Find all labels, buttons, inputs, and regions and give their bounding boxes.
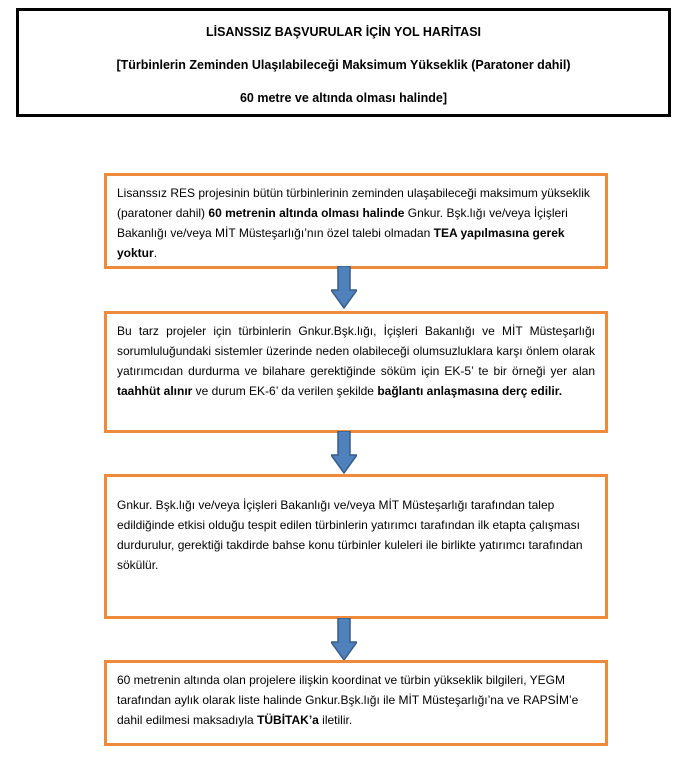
step-box-1 xyxy=(104,173,608,269)
body-text: Gnkur. Bşk.lığı ve/veya İçişleri Bakanlığı ve/veya MİT Müsteşarlığı’nın özel talebi olmadan xyxy=(117,206,568,240)
step-box-2 xyxy=(104,311,608,433)
emphasis-text: TÜBİTAK’a xyxy=(257,713,319,727)
title-box xyxy=(16,8,671,117)
title-line-1: LİSANSSIZ BAŞVURULAR İÇİN YOL HARİTASI xyxy=(205,25,482,39)
title-line-3: 60 metre ve altında olması halinde] xyxy=(239,91,448,105)
emphasis-text: bağlantı anlaşmasına derç edilir. xyxy=(377,384,563,398)
emphasis-text: TEA yapılmasına gerek yoktur xyxy=(117,226,565,260)
emphasis-text: taahhüt alınır xyxy=(117,384,193,398)
step-box-3 xyxy=(104,474,608,619)
title-line-2: [Türbinlerin Zeminden Ulaşılabileceği Maksimum Yükseklik (Paratoner dahil) xyxy=(116,58,571,72)
body-text: iletilir. xyxy=(318,713,353,727)
emphasis-text: 60 metrenin altında olması halinde xyxy=(208,206,405,220)
down-arrow-icon xyxy=(331,266,357,309)
down-arrow-icon xyxy=(331,431,357,474)
body-text: . xyxy=(153,246,158,260)
down-arrow-icon xyxy=(331,618,357,661)
body-text: Gnkur. Bşk.lığı ve/veya İçişleri Bakanlığı ve/veya MİT Müsteşarlığı tarafından talep edildiğinde etkisi olduğu tespit edilen türbinlerin yatırımcı tarafından ilk etapta çalışması durdurulur, gerektiği takdirde bahse konu türbinler kuleleri ile birlikte yatırımcı tarafından sökülür. xyxy=(117,498,583,572)
body-text: ve durum EK-6’ da verilen şekilde xyxy=(192,384,378,398)
body-text: Lisanssız RES projesinin bütün türbinlerinin zeminden ulaşabileceği maksimum yükseklik (paratoner dahil) xyxy=(117,186,590,220)
body-text: 60 metrenin altında olan projelere ilişkin koordinat ve türbin yükseklik bilgileri, YEGM tarafından aylık olarak liste halinde Gnkur.Bşk.lığı ile MİT Müsteşarlığı’na ve RAPSİM’e dahil edilmesi maksadıyla xyxy=(117,673,579,727)
body-text: Bu tarz projeler için türbinlerin Gnkur.Bşk.lığı, İçişleri Bakanlığı ve MİT Müsteşarlığı sorumluluğundaki sistemler üzerinde neden olabileceği olumsuzluklara karşı önlem olarak yatırımcıdan durdurma ve bilahare gerektiğinde söküm için EK-5’ te bir örneği yer alan xyxy=(117,324,595,378)
step-box-4 xyxy=(104,660,608,746)
